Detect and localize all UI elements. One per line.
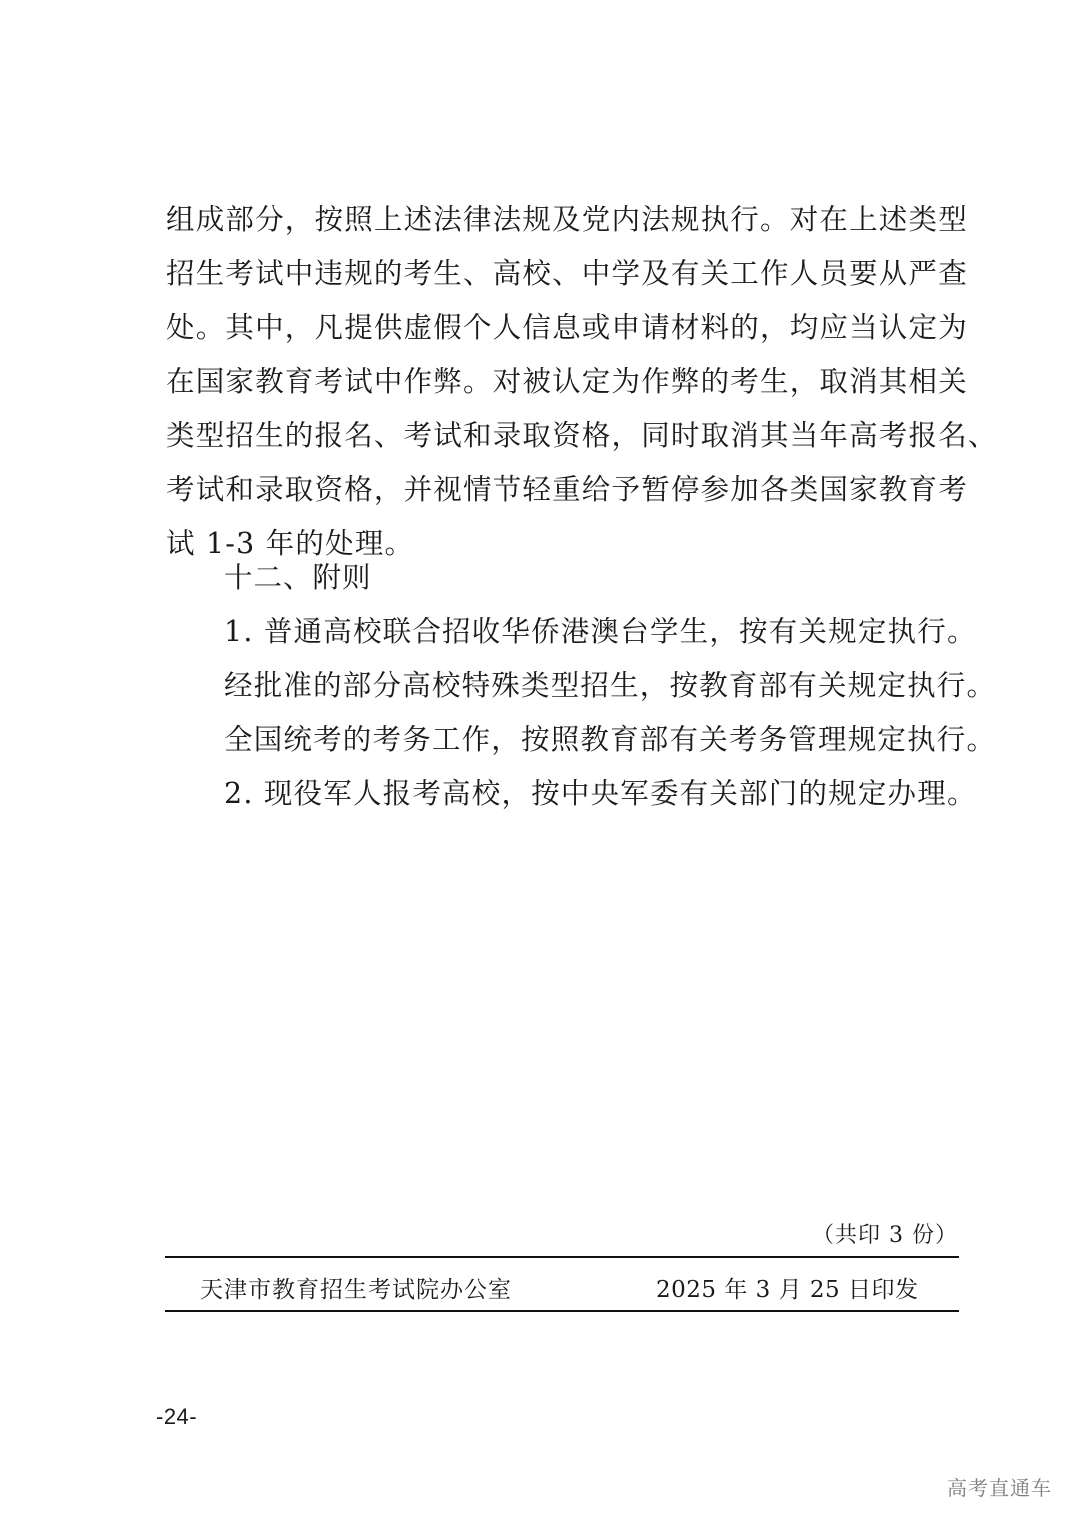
appendix-item-2: 2. 现役军人报考高校，按中央军委有关部门的规定办理。 [224, 777, 977, 810]
copies-note: （共印 3 份） [812, 1223, 958, 1248]
section-heading: 十二、附则 [224, 561, 372, 594]
paragraph-line: 试 1-3 年的处理。 [166, 527, 415, 560]
watermark: 高考直通车 [947, 1476, 1052, 1500]
top-divider [165, 1256, 959, 1258]
appendix-item-1-cont: 经批准的部分高校特殊类型招生，按教育部有关规定执行。 [224, 669, 997, 702]
page-number: -24- [156, 1404, 198, 1429]
paragraph-line: 招生考试中违规的考生、高校、中学及有关工作人员要从严查 [166, 257, 968, 290]
paragraph-line: 处。其中，凡提供虚假个人信息或申请材料的，均应当认定为 [166, 311, 968, 344]
appendix-item-1-cont: 全国统考的考务工作，按照教育部有关考务管理规定执行。 [224, 723, 997, 756]
paragraph-line: 考试和录取资格，并视情节轻重给予暂停参加各类国家教育考 [166, 473, 968, 506]
paragraph-line: 组成部分，按照上述法律法规及党内法规执行。对在上述类型 [166, 203, 968, 236]
issuer-name: 天津市教育招生考试院办公室 [200, 1277, 512, 1303]
paragraph-line: 在国家教育考试中作弊。对被认定为作弊的考生，取消其相关 [166, 365, 968, 398]
appendix-item-1: 1. 普通高校联合招收华侨港澳台学生，按有关规定执行。 [224, 615, 977, 648]
bottom-divider [165, 1310, 959, 1312]
issue-date: 2025 年 3 月 25 日印发 [656, 1277, 919, 1303]
paragraph-line: 类型招生的报名、考试和录取资格，同时取消其当年高考报名、 [166, 419, 998, 452]
